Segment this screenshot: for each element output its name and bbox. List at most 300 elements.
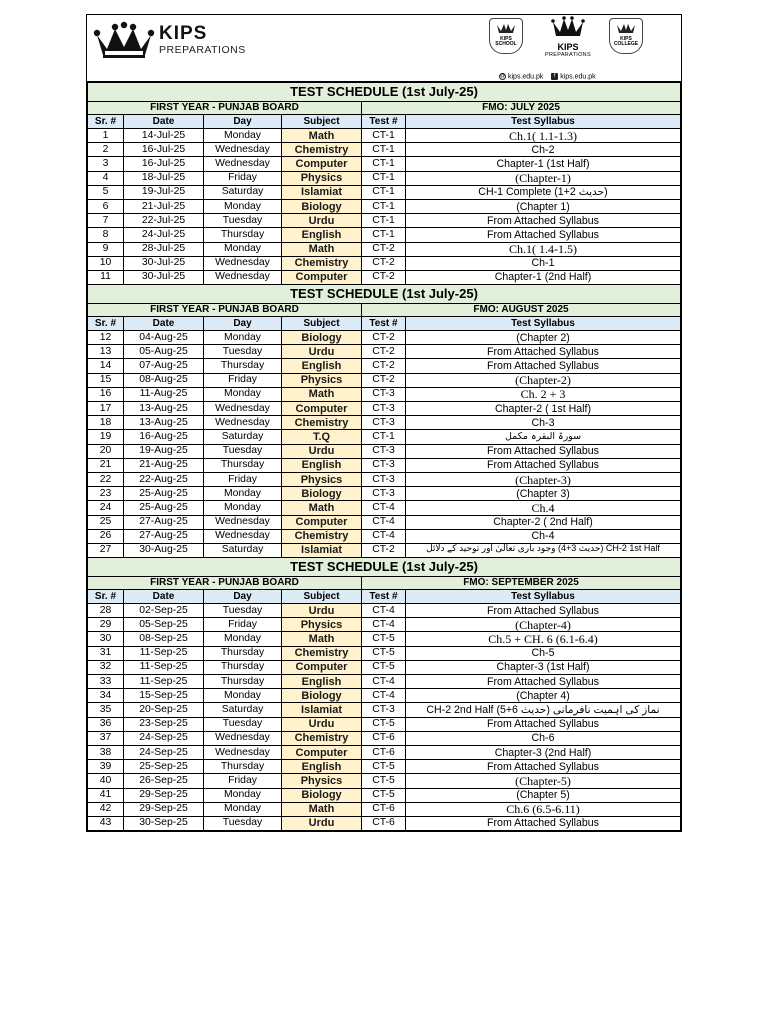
section-title: TEST SCHEDULE (1st July-25) — [88, 558, 681, 577]
subject-cell: Physics — [282, 774, 362, 788]
test-cell: CT-5 — [362, 717, 406, 731]
subject-cell: Math — [282, 387, 362, 401]
sr-cell: 38 — [88, 745, 124, 759]
syllabus-cell: Ch.4 — [406, 501, 681, 515]
table-row — [88, 529, 681, 543]
date-cell: 08-Aug-25 — [124, 373, 204, 387]
date-cell: 13-Aug-25 — [124, 416, 204, 430]
sr-cell: 29 — [88, 618, 124, 632]
subject-cell: Computer — [282, 157, 362, 171]
test-cell: CT-4 — [362, 529, 406, 543]
syllabus-cell: Ch.5 + CH. 6 (6.1-6.4) — [406, 632, 681, 646]
test-cell: CT-1 — [362, 199, 406, 213]
date-cell: 19-Aug-25 — [124, 444, 204, 458]
syllabus-cell: CH-1 Complete (1+2 حدیث) — [406, 185, 681, 199]
syllabus-cell: (Chapter-1) — [406, 171, 681, 185]
subject-cell: Math — [282, 242, 362, 256]
syllabus-cell: Chapter-3 (1st Half) — [406, 660, 681, 674]
syllabus-cell: (Chapter 5) — [406, 788, 681, 802]
test-cell: CT-4 — [362, 515, 406, 529]
syllabus-cell: سورۃ البقرہ مکمل — [406, 430, 681, 444]
date-cell: 05-Aug-25 — [124, 345, 204, 359]
date-cell: 19-Jul-25 — [124, 185, 204, 199]
test-cell: CT-2 — [362, 242, 406, 256]
test-cell: CT-4 — [362, 501, 406, 515]
day-cell: Monday — [204, 487, 282, 501]
section-subheader-row — [88, 304, 681, 317]
test-cell: CT-5 — [362, 760, 406, 774]
syllabus-cell: From Attached Syllabus — [406, 675, 681, 689]
date-cell: 25-Aug-25 — [124, 487, 204, 501]
schedule-sheet — [86, 14, 682, 832]
day-cell: Saturday — [204, 543, 282, 557]
day-cell: Thursday — [204, 646, 282, 660]
day-cell: Monday — [204, 788, 282, 802]
subject-cell: Math — [282, 129, 362, 143]
col-day-header: Day — [204, 317, 282, 331]
sr-cell: 6 — [88, 199, 124, 213]
test-cell: CT-5 — [362, 774, 406, 788]
test-cell: CT-4 — [362, 618, 406, 632]
table-row — [88, 632, 681, 646]
sr-cell: 15 — [88, 373, 124, 387]
date-cell: 24-Sep-25 — [124, 731, 204, 745]
section-title: TEST SCHEDULE (1st July-25) — [88, 83, 681, 102]
col-sr-header: Sr. # — [88, 115, 124, 129]
syllabus-cell: (Chapter 4) — [406, 689, 681, 703]
date-cell: 18-Jul-25 — [124, 171, 204, 185]
syllabus-cell: Ch-6 — [406, 731, 681, 745]
test-cell: CT-2 — [362, 270, 406, 284]
test-cell: CT-2 — [362, 345, 406, 359]
day-cell: Friday — [204, 774, 282, 788]
sr-cell: 39 — [88, 760, 124, 774]
date-cell: 16-Jul-25 — [124, 157, 204, 171]
col-test-header: Test # — [362, 317, 406, 331]
subject-cell: Urdu — [282, 717, 362, 731]
sr-cell: 12 — [88, 331, 124, 345]
test-cell: CT-3 — [362, 703, 406, 717]
day-cell: Wednesday — [204, 515, 282, 529]
date-cell: 11-Sep-25 — [124, 646, 204, 660]
date-cell: 28-Jul-25 — [124, 242, 204, 256]
subject-cell: Physics — [282, 472, 362, 486]
table-row — [88, 515, 681, 529]
subject-cell: English — [282, 675, 362, 689]
date-cell: 22-Jul-25 — [124, 214, 204, 228]
date-cell: 11-Sep-25 — [124, 675, 204, 689]
section-subheader-row — [88, 577, 681, 590]
section-subheader-row — [88, 102, 681, 115]
subject-cell: Chemistry — [282, 143, 362, 157]
sr-cell: 2 — [88, 143, 124, 157]
sr-cell: 32 — [88, 660, 124, 674]
subject-cell: Islamiat — [282, 543, 362, 557]
table-row — [88, 331, 681, 345]
logo-subtitle: PREPARATIONS — [159, 44, 246, 56]
date-cell: 13-Aug-25 — [124, 402, 204, 416]
subject-cell: Chemistry — [282, 646, 362, 660]
syllabus-cell: (Chapter-2) — [406, 373, 681, 387]
test-cell: CT-1 — [362, 430, 406, 444]
website-row — [499, 73, 596, 80]
sr-cell: 1 — [88, 129, 124, 143]
day-cell: Thursday — [204, 458, 282, 472]
badge-sublabel: PREPARATIONS — [545, 52, 591, 58]
day-cell: Monday — [204, 632, 282, 646]
test-cell: CT-5 — [362, 788, 406, 802]
table-row — [88, 604, 681, 618]
test-cell: CT-1 — [362, 171, 406, 185]
subject-cell: English — [282, 458, 362, 472]
day-cell: Thursday — [204, 760, 282, 774]
syllabus-cell: From Attached Syllabus — [406, 458, 681, 472]
syllabus-cell: Ch. 2 + 3 — [406, 387, 681, 401]
day-cell: Tuesday — [204, 214, 282, 228]
test-cell: CT-5 — [362, 660, 406, 674]
syllabus-cell: From Attached Syllabus — [406, 359, 681, 373]
subject-cell: English — [282, 760, 362, 774]
col-date-header: Date — [124, 317, 204, 331]
day-cell: Wednesday — [204, 402, 282, 416]
subject-cell: English — [282, 359, 362, 373]
syllabus-cell: From Attached Syllabus — [406, 444, 681, 458]
date-cell: 24-Jul-25 — [124, 228, 204, 242]
sr-cell: 11 — [88, 270, 124, 284]
subject-cell: Physics — [282, 373, 362, 387]
day-cell: Friday — [204, 618, 282, 632]
test-cell: CT-6 — [362, 816, 406, 830]
syllabus-cell: (Chapter-5) — [406, 774, 681, 788]
crown-icon — [551, 16, 585, 38]
crown-icon — [93, 21, 155, 59]
subject-cell: Urdu — [282, 345, 362, 359]
sr-cell: 24 — [88, 501, 124, 515]
sr-cell: 42 — [88, 802, 124, 816]
syllabus-cell: Ch.1( 1.1-1.3) — [406, 129, 681, 143]
table-row — [88, 270, 681, 284]
table-row — [88, 444, 681, 458]
day-cell: Wednesday — [204, 416, 282, 430]
sr-cell: 23 — [88, 487, 124, 501]
board-label: FIRST YEAR - PUNJAB BOARD — [88, 102, 362, 115]
date-cell: 04-Aug-25 — [124, 331, 204, 345]
date-cell: 22-Aug-25 — [124, 472, 204, 486]
subject-cell: Chemistry — [282, 256, 362, 270]
test-cell: CT-3 — [362, 487, 406, 501]
sr-cell: 17 — [88, 402, 124, 416]
date-cell: 14-Jul-25 — [124, 129, 204, 143]
test-cell: CT-4 — [362, 604, 406, 618]
subject-cell: Biology — [282, 689, 362, 703]
date-cell: 23-Sep-25 — [124, 717, 204, 731]
syllabus-cell: From Attached Syllabus — [406, 228, 681, 242]
date-cell: 08-Sep-25 — [124, 632, 204, 646]
subject-cell: Urdu — [282, 816, 362, 830]
table-row — [88, 472, 681, 486]
day-cell: Thursday — [204, 675, 282, 689]
sr-cell: 31 — [88, 646, 124, 660]
subject-cell: Biology — [282, 788, 362, 802]
syllabus-cell: Ch.1( 1.4-1.5) — [406, 242, 681, 256]
kips-school-badge — [489, 18, 523, 54]
date-cell: 16-Jul-25 — [124, 143, 204, 157]
syllabus-cell: Ch.6 (6.5-6.11) — [406, 802, 681, 816]
date-cell: 07-Aug-25 — [124, 359, 204, 373]
day-cell: Saturday — [204, 430, 282, 444]
table-row — [88, 774, 681, 788]
subject-cell: Computer — [282, 402, 362, 416]
date-cell: 16-Aug-25 — [124, 430, 204, 444]
table-row — [88, 717, 681, 731]
day-cell: Tuesday — [204, 604, 282, 618]
test-cell: CT-2 — [362, 359, 406, 373]
syllabus-cell: (Chapter-3) — [406, 472, 681, 486]
kips-logo — [93, 21, 263, 61]
date-cell: 26-Sep-25 — [124, 774, 204, 788]
subject-cell: Urdu — [282, 214, 362, 228]
syllabus-cell: From Attached Syllabus — [406, 760, 681, 774]
col-subject-header: Subject — [282, 317, 362, 331]
table-row — [88, 731, 681, 745]
day-cell: Saturday — [204, 703, 282, 717]
subject-cell: T.Q — [282, 430, 362, 444]
day-cell: Wednesday — [204, 143, 282, 157]
col-sr-header: Sr. # — [88, 317, 124, 331]
section-title-row — [88, 83, 681, 102]
table-row — [88, 345, 681, 359]
syllabus-cell: Chapter-1 (2nd Half) — [406, 270, 681, 284]
day-cell: Friday — [204, 171, 282, 185]
day-cell: Thursday — [204, 660, 282, 674]
sr-cell: 27 — [88, 543, 124, 557]
date-cell: 30-Aug-25 — [124, 543, 204, 557]
syllabus-cell: From Attached Syllabus — [406, 214, 681, 228]
table-row — [88, 171, 681, 185]
date-cell: 02-Sep-25 — [124, 604, 204, 618]
day-cell: Thursday — [204, 228, 282, 242]
syllabus-cell: From Attached Syllabus — [406, 345, 681, 359]
subject-cell: Biology — [282, 331, 362, 345]
syllabus-cell: (Chapter 2) — [406, 331, 681, 345]
test-cell: CT-2 — [362, 331, 406, 345]
test-cell: CT-2 — [362, 256, 406, 270]
sr-cell: 26 — [88, 529, 124, 543]
date-cell: 30-Jul-25 — [124, 256, 204, 270]
crown-icon — [616, 22, 636, 34]
board-label: FIRST YEAR - PUNJAB BOARD — [88, 577, 362, 590]
day-cell: Monday — [204, 331, 282, 345]
test-cell: CT-6 — [362, 745, 406, 759]
col-syllabus-header: Test Syllabus — [406, 115, 681, 129]
table-row — [88, 618, 681, 632]
table-row — [88, 745, 681, 759]
syllabus-cell: Ch-5 — [406, 646, 681, 660]
day-cell: Monday — [204, 689, 282, 703]
test-cell: CT-1 — [362, 228, 406, 242]
table-row — [88, 387, 681, 401]
test-cell: CT-1 — [362, 129, 406, 143]
badge-label: KIPS SCHOOL — [495, 35, 517, 47]
day-cell: Friday — [204, 373, 282, 387]
table-row — [88, 228, 681, 242]
day-cell: Wednesday — [204, 745, 282, 759]
fmo-label: FMO: SEPTEMBER 2025 — [362, 577, 681, 590]
subject-cell: English — [282, 228, 362, 242]
sr-cell: 43 — [88, 816, 124, 830]
subject-cell: Islamiat — [282, 185, 362, 199]
table-row — [88, 157, 681, 171]
date-cell: 11-Aug-25 — [124, 387, 204, 401]
subject-cell: Computer — [282, 270, 362, 284]
sr-cell: 28 — [88, 604, 124, 618]
kips-college-badge — [609, 18, 643, 54]
table-row — [88, 185, 681, 199]
syllabus-cell: Ch-3 — [406, 416, 681, 430]
table-row — [88, 242, 681, 256]
syllabus-cell: From Attached Syllabus — [406, 717, 681, 731]
day-cell: Tuesday — [204, 345, 282, 359]
col-subject-header: Subject — [282, 590, 362, 604]
day-cell: Saturday — [204, 185, 282, 199]
sr-cell: 16 — [88, 387, 124, 401]
day-cell: Monday — [204, 242, 282, 256]
test-cell: CT-1 — [362, 214, 406, 228]
badge-label: KIPS COLLEGE — [613, 35, 639, 47]
subject-cell: Physics — [282, 618, 362, 632]
day-cell: Monday — [204, 387, 282, 401]
test-cell: CT-3 — [362, 387, 406, 401]
badge-label: KIPS — [557, 42, 579, 52]
test-cell: CT-2 — [362, 373, 406, 387]
date-cell: 29-Sep-25 — [124, 788, 204, 802]
col-test-header: Test # — [362, 590, 406, 604]
test-cell: CT-4 — [362, 689, 406, 703]
date-cell: 27-Aug-25 — [124, 515, 204, 529]
test-cell: CT-1 — [362, 143, 406, 157]
day-cell: Wednesday — [204, 731, 282, 745]
section-title: TEST SCHEDULE (1st July-25) — [88, 285, 681, 304]
table-row — [88, 760, 681, 774]
subject-cell: Chemistry — [282, 731, 362, 745]
date-cell: 20-Sep-25 — [124, 703, 204, 717]
syllabus-cell: Chapter-1 (1st Half) — [406, 157, 681, 171]
column-header-row — [88, 115, 681, 129]
test-cell: CT-3 — [362, 444, 406, 458]
date-cell: 05-Sep-25 — [124, 618, 204, 632]
table-row — [88, 802, 681, 816]
day-cell: Monday — [204, 802, 282, 816]
subject-cell: Biology — [282, 487, 362, 501]
table-row — [88, 373, 681, 387]
sr-cell: 19 — [88, 430, 124, 444]
day-cell: Monday — [204, 199, 282, 213]
syllabus-cell: Chapter-2 ( 2nd Half) — [406, 515, 681, 529]
day-cell: Tuesday — [204, 816, 282, 830]
syllabus-cell: CH-2 1st Half (حدیث 3+4) وجود باری تعالیٰ اور توحید کے دلائل — [406, 543, 681, 557]
fmo-label: FMO: JULY 2025 — [362, 102, 681, 115]
sr-cell: 35 — [88, 703, 124, 717]
test-cell: CT-3 — [362, 416, 406, 430]
table-row — [88, 816, 681, 830]
section-title-row — [88, 285, 681, 304]
table-row — [88, 689, 681, 703]
syllabus-cell: Chapter-3 (2nd Half) — [406, 745, 681, 759]
sr-cell: 34 — [88, 689, 124, 703]
syllabus-cell: CH-2 2nd Half (5+6 حدیث) نماز کی اہمیت نافرمانی — [406, 703, 681, 717]
sr-cell: 21 — [88, 458, 124, 472]
subject-cell: Chemistry — [282, 416, 362, 430]
table-row — [88, 788, 681, 802]
sr-cell: 40 — [88, 774, 124, 788]
table-row — [88, 660, 681, 674]
table-row — [88, 675, 681, 689]
schedule-table — [87, 82, 681, 831]
col-subject-header: Subject — [282, 115, 362, 129]
website-text: kips.edu.pk — [508, 73, 544, 80]
test-cell: CT-3 — [362, 402, 406, 416]
day-cell: Friday — [204, 472, 282, 486]
day-cell: Wednesday — [204, 270, 282, 284]
sr-cell: 8 — [88, 228, 124, 242]
table-row — [88, 430, 681, 444]
subject-cell: Computer — [282, 660, 362, 674]
col-day-header: Day — [204, 115, 282, 129]
facebook-text: kips.edu.pk — [560, 73, 596, 80]
column-header-row — [88, 317, 681, 331]
subject-cell: Math — [282, 802, 362, 816]
col-day-header: Day — [204, 590, 282, 604]
sr-cell: 37 — [88, 731, 124, 745]
sr-cell: 41 — [88, 788, 124, 802]
col-test-header: Test # — [362, 115, 406, 129]
subject-cell: Urdu — [282, 444, 362, 458]
sr-cell: 5 — [88, 185, 124, 199]
date-cell: 11-Sep-25 — [124, 660, 204, 674]
sr-cell: 33 — [88, 675, 124, 689]
date-cell: 29-Sep-25 — [124, 802, 204, 816]
sr-cell: 13 — [88, 345, 124, 359]
table-row — [88, 703, 681, 717]
board-label: FIRST YEAR - PUNJAB BOARD — [88, 304, 362, 317]
day-cell: Wednesday — [204, 157, 282, 171]
test-cell: CT-5 — [362, 632, 406, 646]
sr-cell: 25 — [88, 515, 124, 529]
sr-cell: 9 — [88, 242, 124, 256]
date-cell: 15-Sep-25 — [124, 689, 204, 703]
table-row — [88, 487, 681, 501]
test-cell: CT-4 — [362, 675, 406, 689]
sr-cell: 20 — [88, 444, 124, 458]
sr-cell: 3 — [88, 157, 124, 171]
subject-cell: Physics — [282, 171, 362, 185]
table-row — [88, 199, 681, 213]
table-row — [88, 501, 681, 515]
date-cell: 21-Jul-25 — [124, 199, 204, 213]
day-cell: Tuesday — [204, 717, 282, 731]
subject-cell: Math — [282, 501, 362, 515]
table-row — [88, 402, 681, 416]
kips-preparations-badge — [543, 16, 593, 58]
section-title-row — [88, 558, 681, 577]
subject-cell: Biology — [282, 199, 362, 213]
sr-cell: 7 — [88, 214, 124, 228]
subject-cell: Urdu — [282, 604, 362, 618]
day-cell: Thursday — [204, 359, 282, 373]
col-date-header: Date — [124, 115, 204, 129]
table-row — [88, 458, 681, 472]
syllabus-cell: (Chapter 3) — [406, 487, 681, 501]
